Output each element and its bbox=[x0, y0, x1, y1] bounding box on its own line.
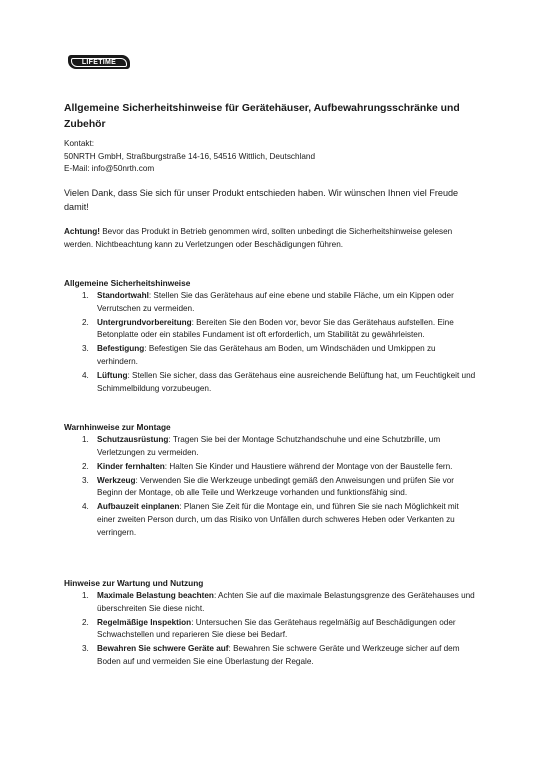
item-text: : Tragen Sie bei der Montage Schutzhandschuhe und eine Schutzbrille, um Verletzungen zu vermeiden. bbox=[97, 435, 441, 457]
item-text: : Untersuchen Sie das Gerätehaus regelmäßig auf Beschädigungen oder Schwachstellen und reparieren Sie diese bei Bedarf. bbox=[97, 617, 456, 640]
item-number: 3. bbox=[82, 344, 89, 354]
item-number: 4. bbox=[82, 371, 89, 381]
item-number: 1. bbox=[82, 591, 89, 600]
list-item bbox=[64, 617, 476, 642]
item-term: Standortwahl bbox=[97, 291, 149, 300]
item-term: Lüftung bbox=[97, 371, 128, 381]
item-text: : Bewahren Sie schwere Geräte und Werkzeuge sicher auf dem Boden auf und vermeiden Sie eine Überlastung der Regale. bbox=[97, 644, 460, 666]
list-item bbox=[64, 475, 476, 500]
item-text: : Verwenden Sie die Werkzeuge unbedingt gemäß den Anweisungen und prüfen Sie vor Beginn der Montage, ob alle Teile und Werkzeuge vorhanden und funktionsfähig sind. bbox=[97, 475, 454, 498]
item-number: 2. bbox=[82, 461, 89, 471]
thanks-paragraph: Vielen Dank, dass Sie sich für unser Produkt entschieden haben. Wir wünschen Ihnen viel Freude damit! bbox=[64, 188, 459, 213]
contact-address: 50NRTH GmbH, Straßburgstraße 14-16, 54516 Wittlich, Deutschland bbox=[64, 151, 316, 161]
list-item bbox=[64, 461, 476, 474]
contact-email: E-Mail: info@50nrth.com bbox=[64, 164, 155, 174]
logo-text: LIFETIME bbox=[81, 58, 117, 66]
section-title-assembly: Warnhinweise zur Montage bbox=[64, 422, 171, 432]
item-number: 3. bbox=[82, 475, 89, 485]
lifetime-logo bbox=[68, 55, 130, 69]
item-number: 4. bbox=[82, 502, 89, 512]
list-assembly-warnings bbox=[64, 434, 476, 541]
list-item bbox=[64, 643, 476, 668]
item-term: Maximale Belastung beachten bbox=[97, 591, 214, 600]
item-text: : Halten Sie Kinder und Haustiere während der Montage von der Baustelle fern. bbox=[164, 461, 453, 471]
item-number: 1. bbox=[82, 291, 89, 300]
warning-label: Achtung! bbox=[64, 227, 100, 236]
item-text: : Stellen Sie sicher, dass das Gerätehaus eine ausreichende Belüftung hat, um Feuchtigkeit und Schimmelbildung vorzubeugen. bbox=[97, 371, 476, 393]
item-text: : Achten Sie auf die maximale Belastungsgrenze des Gerätehauses und überschreiten Sie diese nicht. bbox=[97, 591, 475, 613]
item-text: : Stellen Sie das Gerätehaus auf eine ebene und stabile Fläche, um ein Kippen oder Verrutschen zu vermeiden. bbox=[97, 291, 454, 313]
list-item bbox=[64, 590, 476, 615]
list-item bbox=[64, 434, 476, 459]
item-number: 2. bbox=[82, 617, 89, 627]
contact-label: Kontakt: bbox=[64, 139, 95, 148]
list-item bbox=[64, 370, 476, 395]
item-term: Kinder fernhalten bbox=[97, 461, 165, 471]
warning-text: Bevor das Produkt in Betrieb genommen wird, sollten unbedingt die Sicherheitshinweise gelesen werden. Nichtbeachtung kann zu Verletzungen oder Beschädigungen führen. bbox=[64, 227, 453, 249]
list-item bbox=[64, 501, 476, 539]
item-text: : Planen Sie Zeit für die Montage ein, und führen Sie sie nach Möglichkeit mit einer zweiten Person durch, um das Risiko von Unfällen durch schweres Heben oder Verkanten zu verringern. bbox=[97, 502, 459, 537]
item-number: 1. bbox=[82, 435, 89, 444]
item-term: Untergrundvorbereitung bbox=[97, 317, 192, 327]
item-term: Schutzausrüstung bbox=[97, 435, 169, 444]
list-general-safety bbox=[64, 290, 476, 397]
document-title: Allgemeine Sicherheitshinweise für Gerätehäuser, Aufbewahrungsschränke und Zubehör bbox=[64, 103, 460, 130]
list-item bbox=[64, 343, 476, 368]
item-term: Werkzeug bbox=[97, 475, 136, 485]
item-number: 2. bbox=[82, 317, 89, 327]
item-text: : Bereiten Sie den Boden vor, bevor Sie das Gerätehaus aufstellen. Eine Betonplatte oder ein stabiles Fundament ist oft erforderlich, um Stabilität zu gewährleisten. bbox=[97, 317, 454, 340]
list-item bbox=[64, 317, 476, 342]
item-text: : Befestigen Sie das Gerätehaus am Boden, um Windschäden und Umkippen zu verhindern. bbox=[97, 344, 436, 366]
list-item bbox=[64, 290, 476, 315]
logo-frame bbox=[71, 58, 127, 67]
section-title-general: Allgemeine Sicherheitshinweise bbox=[64, 278, 191, 288]
item-term: Bewahren Sie schwere Geräte auf bbox=[97, 644, 229, 654]
item-term: Regelmäßige Inspektion bbox=[97, 617, 192, 627]
item-number: 3. bbox=[82, 644, 89, 654]
contact-block bbox=[64, 138, 476, 176]
item-term: Aufbauzeit einplanen bbox=[97, 502, 180, 512]
item-term: Befestigung bbox=[97, 344, 145, 354]
warning-paragraph bbox=[64, 226, 476, 251]
section-title-maintenance: Hinweise zur Wartung und Nutzung bbox=[64, 578, 204, 588]
list-maintenance bbox=[64, 590, 476, 670]
